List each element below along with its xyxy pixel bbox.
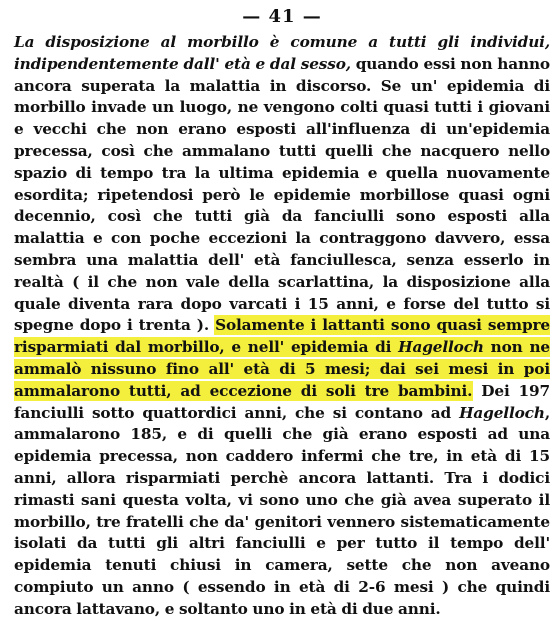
paragraph-text-part1: quando essi non hanno ancora superata la malattia in discorso. Se un' epidemia di morbillo invade un luogo, ne vengono colti quasi tutti i giovani e vecchi che non erano esposti all'influenza di un'epidemia precessa, così che ammalano tutti quelli che nacquero nello spazio di tempo tra la ultima epidemia e quella nuovamente esordita; ripetendosi però le epidemie morbillose quasi ogni decennio, così che tutti già da fanciulli sono esposti alla malattia e con poche eccezioni la contraggono davvero, essa sembra una malattia dell' età fanciullesca, senza esserlo in realtà ( il che non vale della scarlattina, la disposizione alla quale diventa rara dopo varcati i 15 anni, e forse del tutto si spegne dopo i trenta ). (14, 54, 550, 335)
paragraph-text-part2a: Dei 197 fanciulli sotto quattordici anni, che si contano ad (14, 381, 550, 422)
paragraph-text-part2b: , ammalarono 185, e di quelli che già erano esposti ad una epidemia precessa, non caddero infermi che tre, in età di 15 anni, allora risparmiati perchè ancora lattanti. Tra i dodici rimasti sani questa volta, vi sono uno che già avea superato il morbillo, tre fratelli che da' genitori vennero sistematicamente isolati da tutti gli altri fanciulli e per tutto il tempo dell' epidemia tenuti chiusi in camera, sette che non aveano compiuto un anno ( essendo in età di 2-6 mesi ) che quindi ancora lattavano, e soltanto uno in età di due anni. (14, 403, 550, 618)
intro-italic-phrase: La disposizione al morbillo è comune a tutti gli individui, indipendentemente dall' età e dal sesso, (14, 33, 550, 73)
place-name-hagelloch-2: Hagelloch (459, 403, 545, 422)
highlight-text-b: non ne ammalò nissuno fino all' età di 5 mesi; dai sei mesi in poi ammalarono tutti, ad eccezione di soli tre bambini. (14, 338, 550, 400)
place-name-hagelloch: Hagelloch (398, 338, 484, 357)
highlight-text-a: Solamente i lattanti sono quasi sempre risparmiati dal morbillo, e nell' epidemia di (14, 316, 550, 357)
page-number: — 41 — (242, 6, 322, 27)
book-page (14, 4, 550, 621)
body-paragraph (14, 32, 550, 621)
